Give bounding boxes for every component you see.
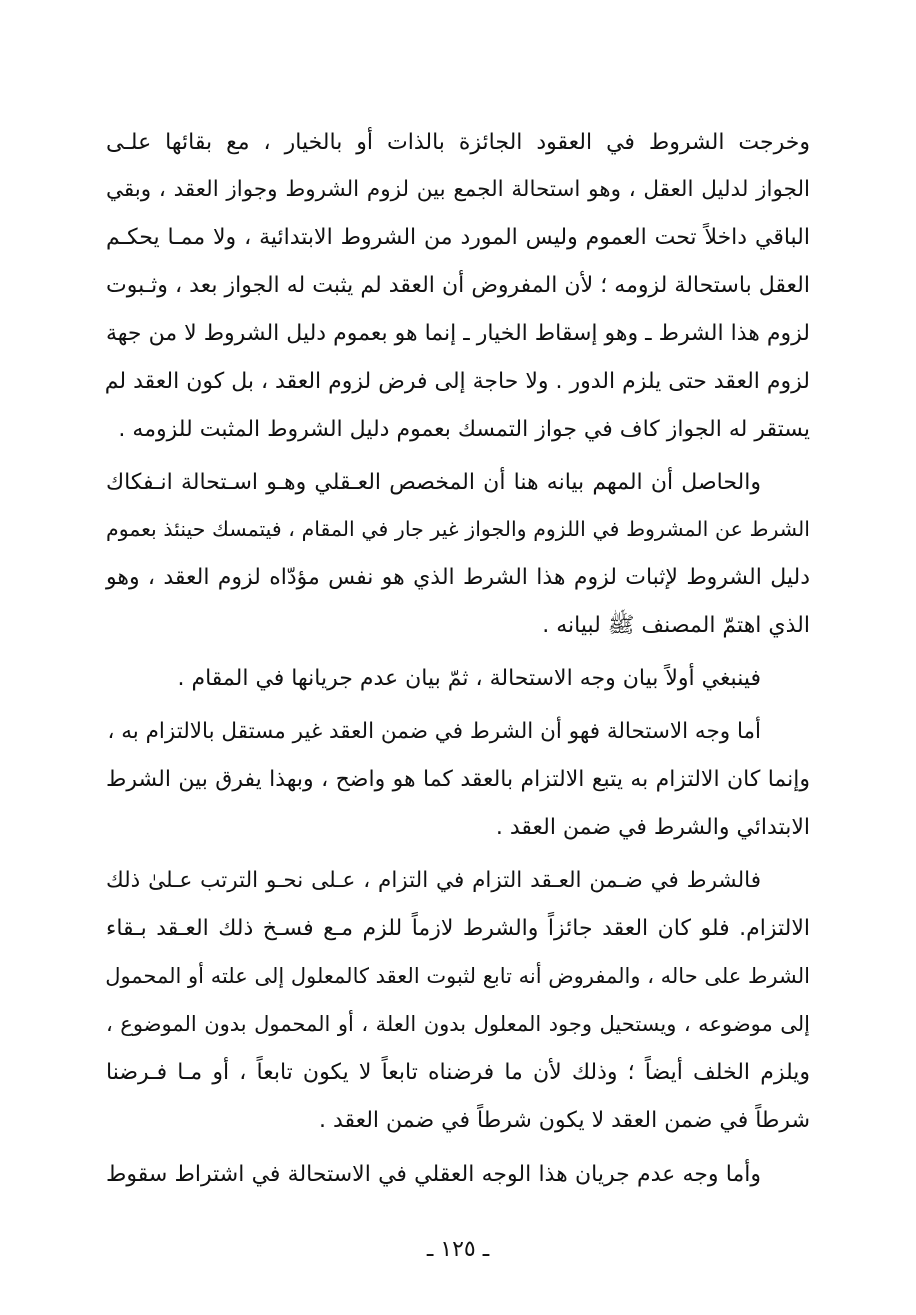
text-line: والحاصل أن المهم بيانه هنا أن المخصص العـقلي وهـو اسـتحالة انـفكاك [106,470,761,495]
text-line: إلى موضوعه ، ويستحيل وجود المعلول بدون العلة ، أو المحمول بدون الموضوع ، [106,1012,810,1036]
text-line: الجواز لدليل العقل ، وهو استحالة الجمع بين لزوم الشروط وجواز العقد ، وبقي [106,176,810,202]
text-line: وخرجت الشروط في العقود الجائزة بالذات أو بالخيار ، مع بقائها علـى [106,130,810,155]
page-number: ـ ١٢٥ ـ [426,1237,490,1262]
text-line: الشرط على حاله ، والمفروض أنه تابع لثبوت العقد كالمعلول إلى علته أو المحمول [105,964,810,988]
text-line: الذي اهتمّ المصنف ﷺ لبيانه . [542,613,810,638]
text-line: الشرط عن المشروط في اللزوم والجواز غير جار في المقام ، فيتمسك حينئذ بعموم [106,516,810,541]
text-line: شرطاً في ضمن العقد لا يكون شرطاً في ضمن العقد . [318,1108,810,1133]
text-line: الالتزام. فلو كان العقد جائزاً والشرط لازماً للزم مـع فسـخ ذلك العـقد بـقاء [106,916,810,941]
text-line: لزوم هذا الشرط ـ وهو إسقاط الخيار ـ إنما هو بعموم دليل الشروط لا من جهة [106,321,810,346]
text-line: لزوم العقد حتى يلزم الدور . ولا حاجة إلى فرض لزوم العقد ، بل كون العقد لم [104,369,810,394]
text-line: دليل الشروط لإثبات لزوم هذا الشرط الذي هو نفس مؤدّاه لزوم العقد ، وهو [106,565,810,590]
text-line: فالشرط في ضـمن العـقد التزام في التزام ، عـلى نحـو الترتب عـلىٰ ذلك [106,867,761,893]
text-line: فينبغي أولاً بيان وجه الاستحالة ، ثمّ بيان عدم جريانها في المقام . [177,666,761,691]
text-line: أما وجه الاستحالة فهو أن الشرط في ضمن العقد غير مستقل بالالتزام به ، [107,718,761,744]
text-line: الابتدائي والشرط في ضمن العقد . [495,815,810,840]
text-line: وأما وجه عدم جريان هذا الوجه العقلي في الاستحالة في اشتراط سقوط [106,1162,761,1187]
text-line: وإنما كان الالتزام به يتبع الالتزام بالعقد كما هو واضح ، وبهذا يفرق بين الشرط [106,767,810,792]
text-line: ويلزم الخلف أيضاً ؛ وذلك لأن ما فرضناه تابعاً لا يكون تابعاً ، أو مـا فـرضنا [106,1060,810,1085]
text-line: يستقر له الجواز كاف في جواز التمسك بعموم دليل الشروط المثبت للزومه . [118,417,810,442]
text-line: الباقي داخلاً تحت العموم وليس المورد من الشروط الابتدائية ، ولا ممـا يحكـم [106,225,810,250]
text-line: العقل باستحالة لزومه ؛ لأن المفروض أن العقد لم يثبت له الجواز بعد ، وثـبوت [106,273,810,298]
